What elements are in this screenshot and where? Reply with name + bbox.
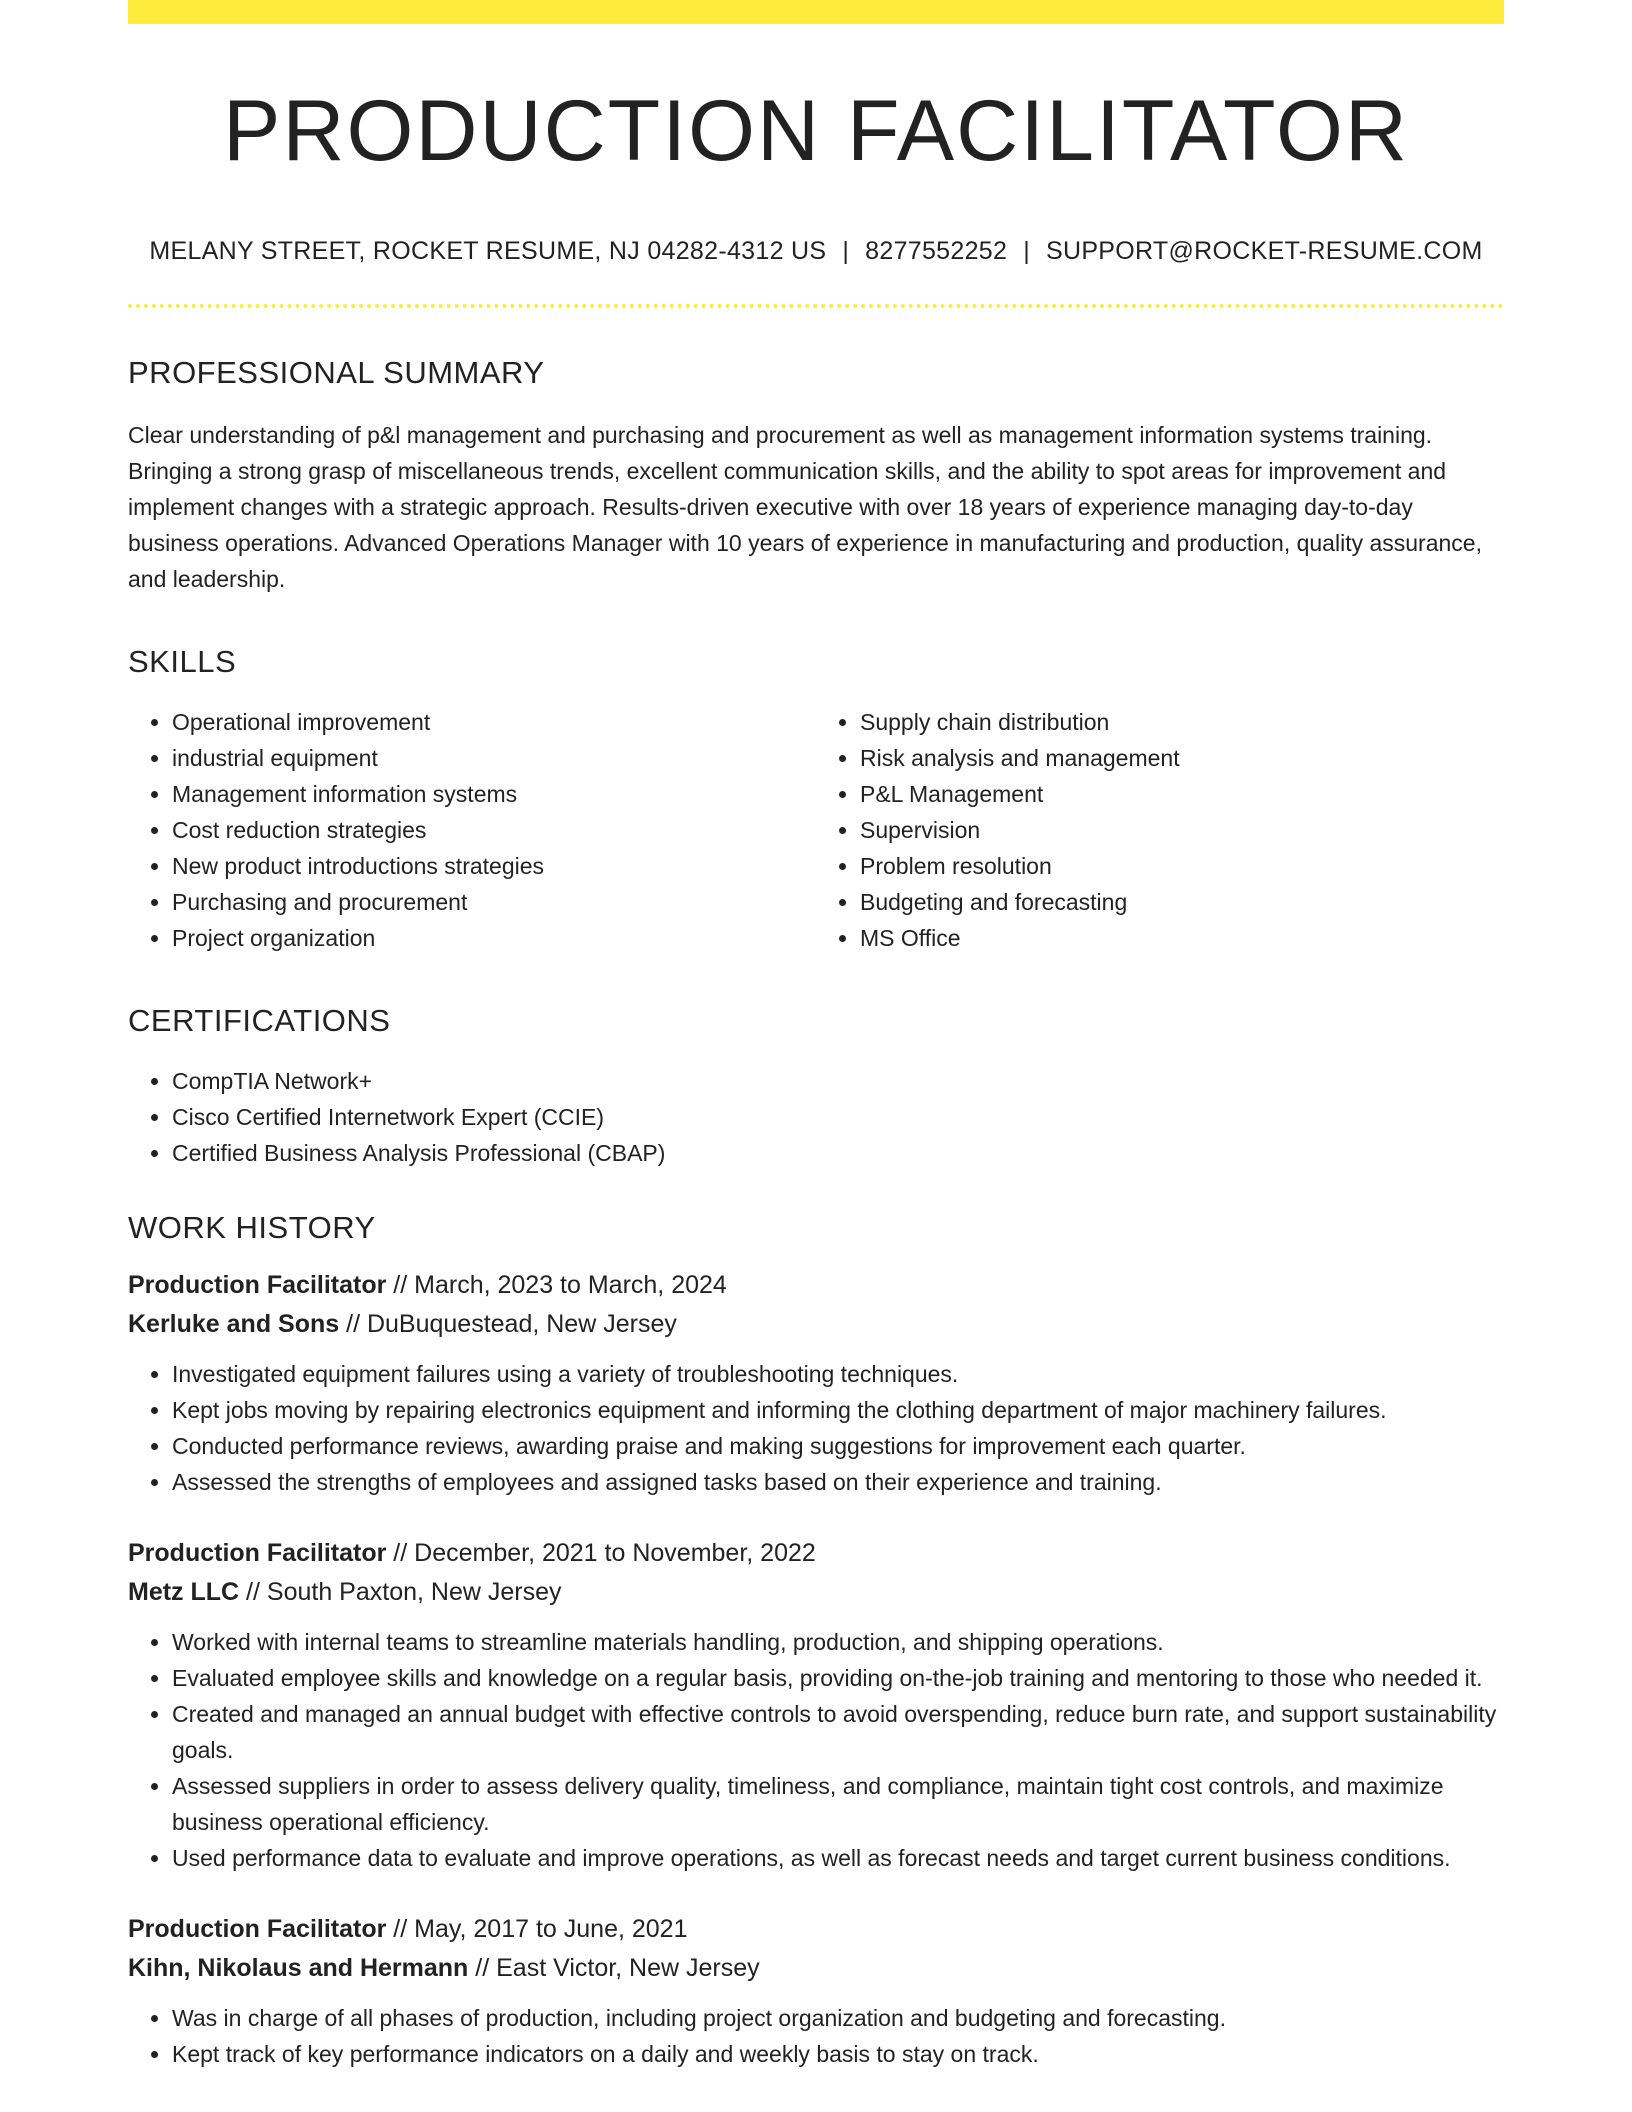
resume-page: [128, 0, 1504, 2072]
job-bullets: [128, 1624, 1504, 1876]
job-title-line: [128, 1266, 1504, 1305]
job-company: Kerluke and Sons: [128, 1310, 340, 1339]
skill-item: • Supply chain distribution: [860, 704, 1504, 740]
summary-heading: PROFESSIONAL SUMMARY: [128, 354, 545, 390]
job-entry: [128, 1266, 1504, 1500]
job-title: Production Facilitator: [128, 1539, 387, 1568]
job-title-line: [128, 1534, 1504, 1573]
dotted-divider: [128, 304, 1504, 308]
skill-item: • industrial equipment: [172, 740, 816, 776]
certifications-list: [128, 1063, 1504, 1171]
job-company-line: [128, 1305, 1504, 1344]
job-entry: [128, 1910, 1504, 2072]
skill-item: • P&L Management: [860, 776, 1504, 812]
certification-item: • Cisco Certified Internetwork Expert (CCIE): [172, 1099, 1504, 1135]
job-company-line: [128, 1573, 1504, 1612]
job-bullet: • Used performance data to evaluate and improve operations, as well as forecast needs and target current business conditions.: [172, 1840, 1504, 1876]
contact-separator: |: [1023, 236, 1030, 265]
certification-item: • CompTIA Network+: [172, 1063, 1504, 1099]
skill-item: • Management information systems: [172, 776, 816, 812]
job-bullet: • Assessed suppliers in order to assess delivery quality, timeliness, and compliance, maintain tight cost controls, and maximize business operational efficiency.: [172, 1768, 1504, 1840]
skill-item: • Project organization: [172, 920, 816, 956]
skill-item: • New product introductions strategies: [172, 848, 816, 884]
skill-item: • Purchasing and procurement: [172, 884, 816, 920]
job-title: Production Facilitator: [128, 1915, 387, 1944]
job-bullet: • Conducted performance reviews, awarding praise and making suggestions for improvement each quarter.: [172, 1428, 1504, 1464]
accent-top-bar: [128, 0, 1504, 24]
job-bullet: • Investigated equipment failures using a variety of troubleshooting techniques.: [172, 1356, 1504, 1392]
job-dates: // May, 2017 to June, 2021: [386, 1915, 688, 1944]
job-company: Kihn, Nikolaus and Hermann: [128, 1954, 469, 1983]
skill-item: • Risk analysis and management: [860, 740, 1504, 776]
contact-line: [128, 237, 1504, 266]
job-bullet: • Kept track of key performance indicators on a daily and weekly basis to stay on track.: [172, 2036, 1504, 2072]
resume-title: PRODUCTION FACILITATOR: [223, 83, 1409, 179]
skill-item: • Budgeting and forecasting: [860, 884, 1504, 920]
summary-text: Clear understanding of p&l management and purchasing and procurement as well as management information systems training. Bringing a strong grasp of miscellaneous trends, excellent communication skills, and the ability to spot areas for improvement and implement changes with a strategic approach. Results-driven executive with over 18 years of experience managing day-to-day business operations. Advanced Operations Manager with 10 years of experience in manufacturing and production, quality assurance, and leadership.: [128, 421, 1482, 592]
job-bullet: • Kept jobs moving by repairing electronics equipment and informing the clothing department of major machinery failures.: [172, 1392, 1504, 1428]
job-bullet: • Created and managed an annual budget with effective controls to avoid overspending, reduce burn rate, and support sustainability goals.: [172, 1696, 1504, 1768]
job-company-line: [128, 1949, 1504, 1988]
job-bullet: • Assessed the strengths of employees and assigned tasks based on their experience and training.: [172, 1464, 1504, 1500]
skill-item: • Cost reduction strategies: [172, 812, 816, 848]
certification-item: • Certified Business Analysis Professional (CBAP): [172, 1135, 1504, 1171]
job-location: // East Victor, New Jersey: [468, 1954, 760, 1983]
job-bullet: • Was in charge of all phases of production, including project organization and budgeting and forecasting.: [172, 2000, 1504, 2036]
skills-left-list: [128, 704, 816, 956]
contact-phone: 8277552252: [865, 236, 1008, 265]
job-title: Production Facilitator: [128, 1271, 387, 1300]
job-company: Metz LLC: [128, 1578, 240, 1607]
job-location: // South Paxton, New Jersey: [239, 1578, 562, 1607]
certifications-heading: CERTIFICATIONS: [128, 1002, 391, 1038]
contact-email: SUPPORT@ROCKET-RESUME.COM: [1046, 236, 1483, 265]
job-bullet: • Worked with internal teams to streamline materials handling, production, and shipping operations.: [172, 1624, 1504, 1660]
job-location: // DuBuquestead, New Jersey: [339, 1310, 677, 1339]
skills-heading: SKILLS: [128, 643, 237, 679]
skill-item: • Supervision: [860, 812, 1504, 848]
job-dates: // March, 2023 to March, 2024: [386, 1271, 727, 1300]
job-bullets: [128, 2000, 1504, 2072]
job-dates: // December, 2021 to November, 2022: [386, 1539, 816, 1568]
skills-columns: [128, 704, 1504, 956]
contact-separator: |: [842, 236, 850, 265]
skills-right-list: [816, 704, 1504, 956]
job-bullets: [128, 1356, 1504, 1500]
work-history-heading: WORK HISTORY: [128, 1210, 376, 1246]
job-entry: [128, 1534, 1504, 1876]
contact-address: MELANY STREET, ROCKET RESUME, NJ 04282-4312 US: [149, 236, 827, 265]
skill-item: • Problem resolution: [860, 848, 1504, 884]
job-bullet: • Evaluated employee skills and knowledge on a regular basis, providing on-the-job training and mentoring to those who needed it.: [172, 1660, 1504, 1696]
job-title-line: [128, 1910, 1504, 1949]
skill-item: • Operational improvement: [172, 704, 816, 740]
skill-item: • MS Office: [860, 920, 1504, 956]
